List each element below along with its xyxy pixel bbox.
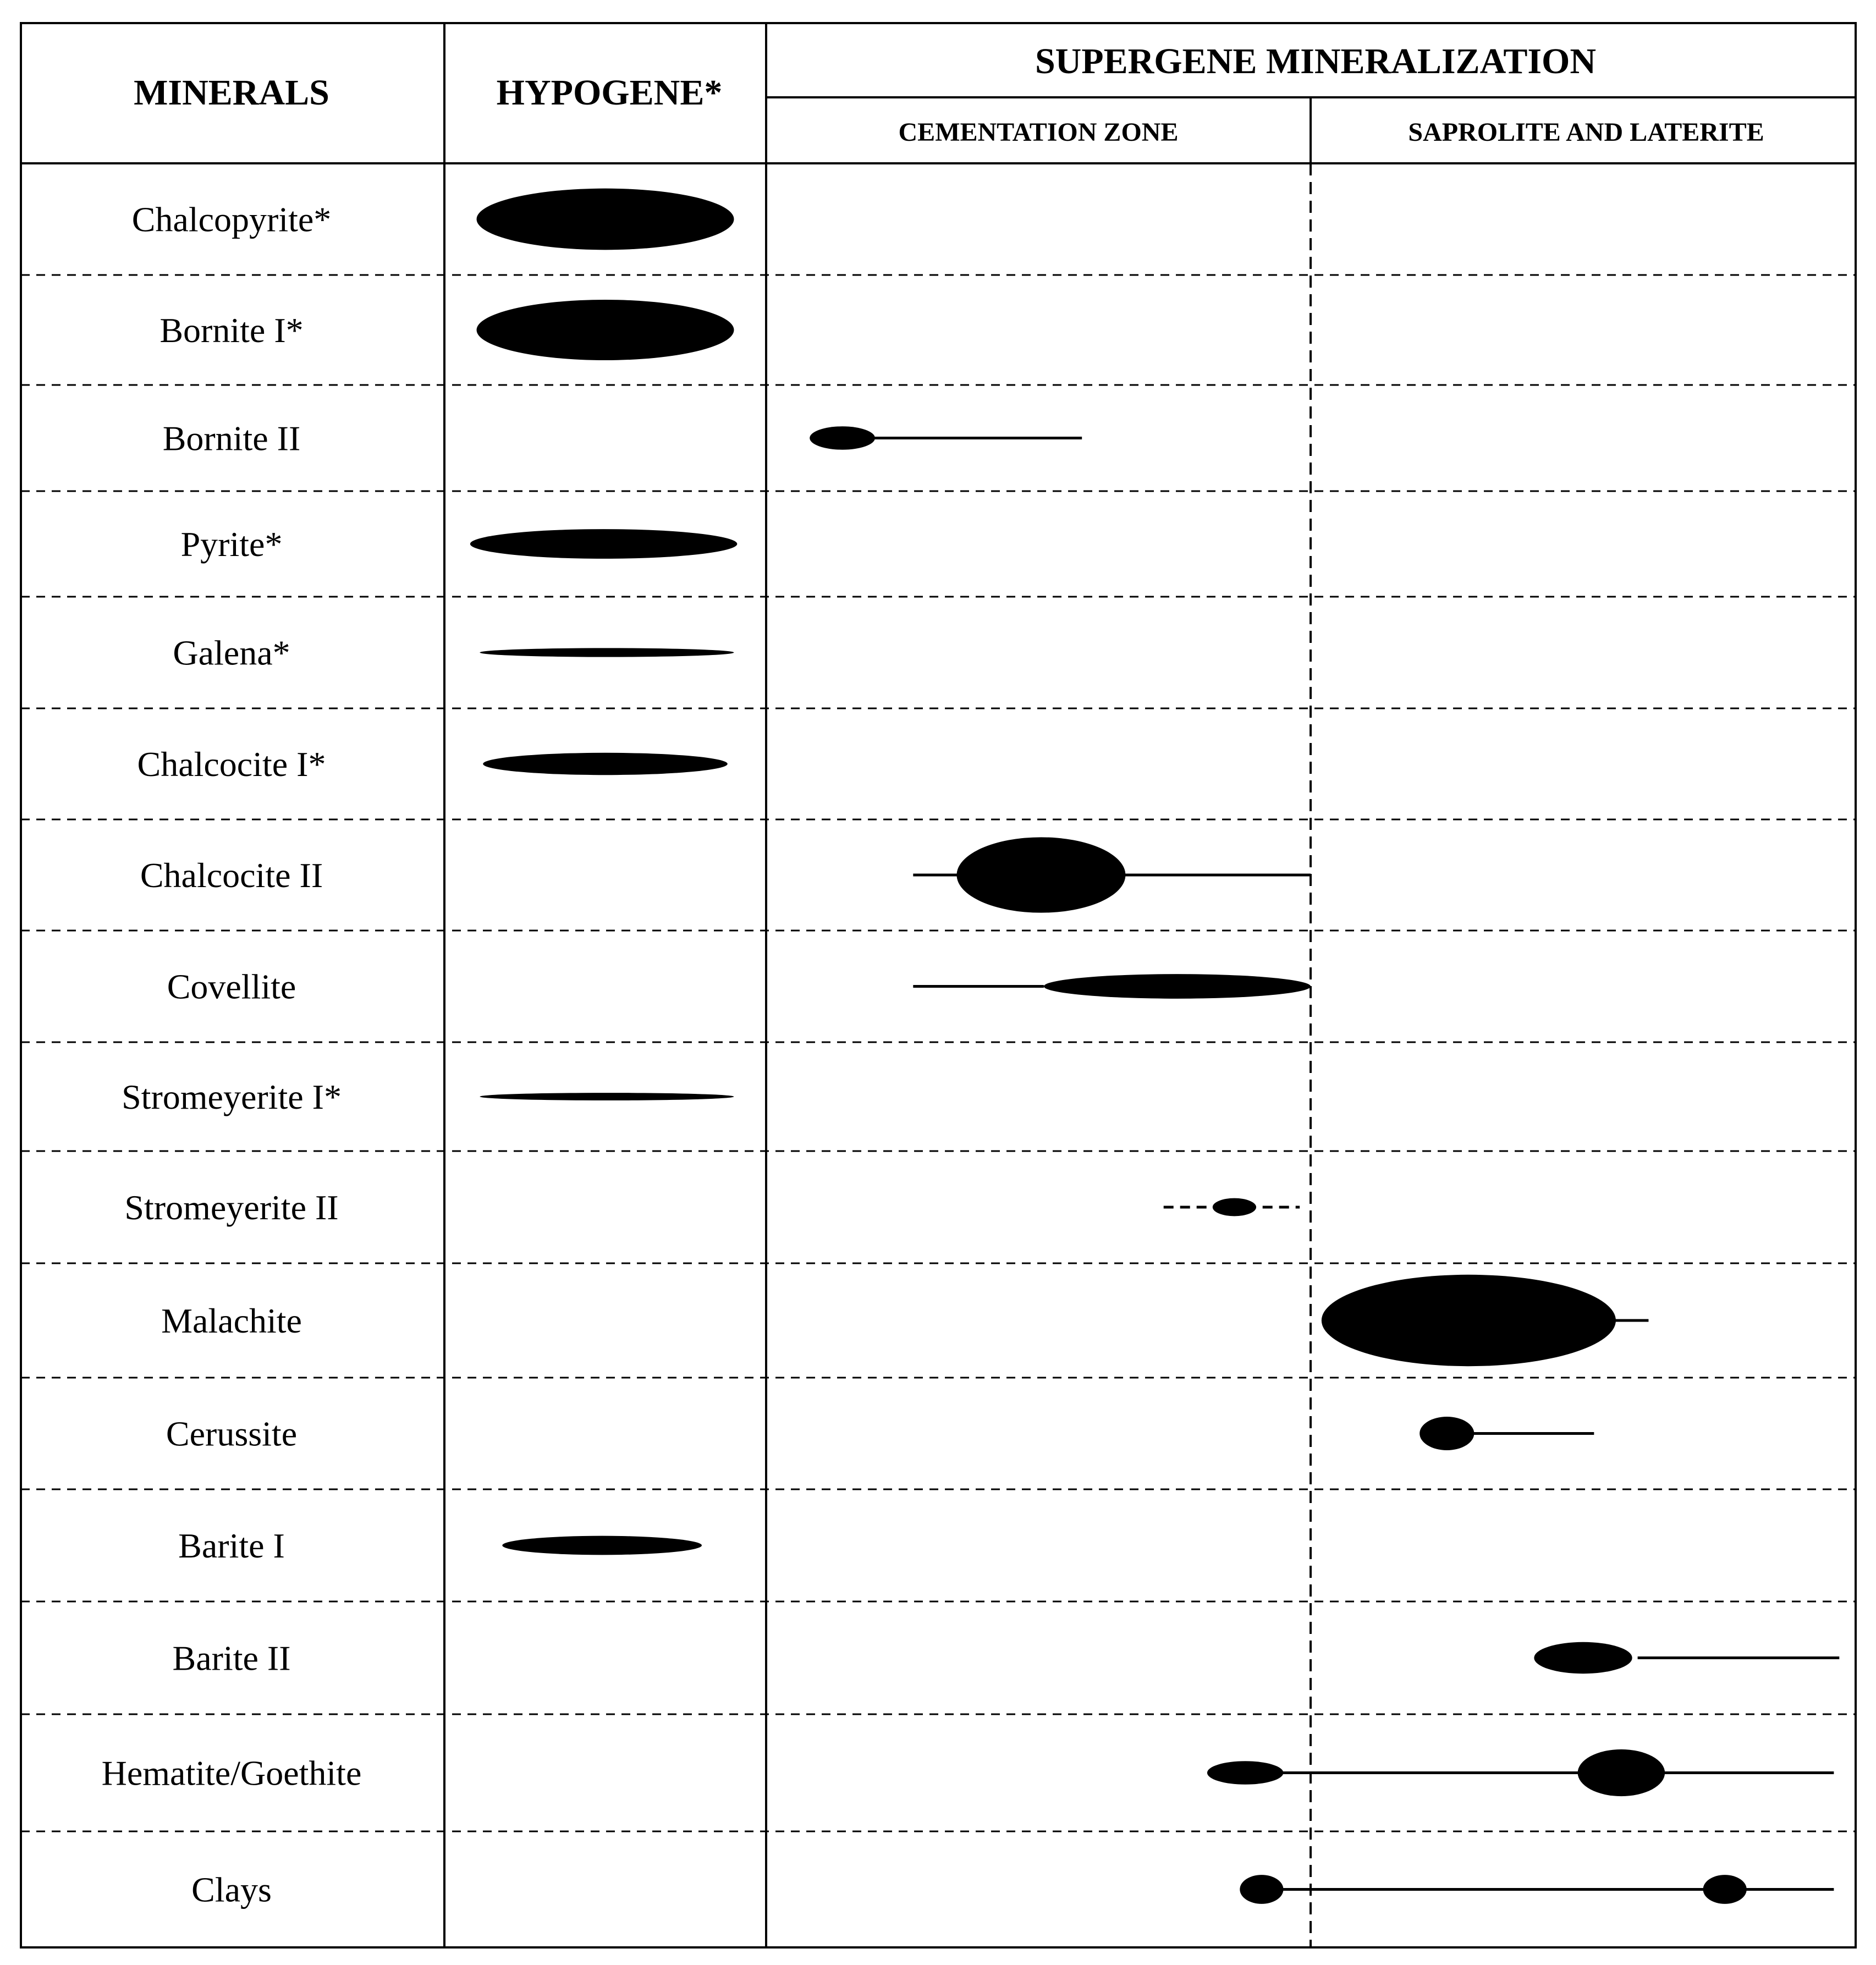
abundance-ellipse [1578, 1749, 1665, 1796]
mineral-name: Chalcocite II [140, 856, 323, 895]
abundance-ellipse [810, 426, 875, 449]
mineral-row [102, 1749, 1834, 1796]
mineral-row [132, 189, 734, 250]
abundance-ellipse [1420, 1417, 1474, 1450]
mineral-row [161, 1275, 1648, 1366]
mineral-row [191, 1870, 1834, 1909]
abundance-ellipse [477, 189, 734, 250]
mineral-name: Clays [191, 1870, 272, 1909]
mineral-row [140, 837, 1311, 912]
mineral-name: Malachite [161, 1301, 302, 1340]
mineral-row [173, 634, 734, 673]
abundance-ellipse [1534, 1642, 1632, 1674]
abundance-ellipse [477, 300, 734, 360]
mineral-name: Bornite I* [159, 311, 304, 350]
mineral-row [137, 745, 728, 784]
mineral-name: Covellite [167, 967, 296, 1006]
header-cementation-zone: CEMENTATION ZONE [898, 118, 1179, 147]
mineral-name: Stromeyerite II [124, 1188, 339, 1227]
mineral-row [178, 1526, 702, 1565]
mineral-row [159, 300, 734, 360]
abundance-ellipse [1240, 1875, 1283, 1904]
abundance-ellipse [1322, 1275, 1616, 1366]
abundance-ellipse [480, 648, 734, 657]
mineral-name: Bornite II [162, 419, 301, 458]
header-minerals: MINERALS [134, 73, 329, 113]
abundance-ellipse [1044, 974, 1311, 999]
abundance-ellipse [470, 529, 738, 559]
mineral-name: Barite II [172, 1638, 291, 1678]
abundance-ellipse [502, 1536, 702, 1555]
mineral-row [163, 419, 1082, 458]
header-hypogene: HYPOGENE* [496, 73, 723, 113]
abundance-ellipse [1703, 1875, 1747, 1904]
mineral-row [173, 1639, 1840, 1678]
mineral-row [167, 967, 1311, 1006]
mineral-name: Galena* [173, 633, 290, 673]
mineral-name: Barite I [178, 1526, 285, 1565]
mineral-name: Pyrite* [180, 525, 283, 564]
mineral-name: Hematite/Goethite [101, 1753, 362, 1793]
abundance-ellipse [1213, 1198, 1256, 1217]
abundance-ellipse [957, 837, 1126, 912]
abundance-ellipse [1207, 1761, 1284, 1785]
mineral-rows [102, 189, 1840, 1909]
mineral-name: Chalcopyrite* [131, 200, 332, 239]
mineral-row [181, 525, 738, 564]
mineral-name: Chalcocite I* [137, 745, 326, 784]
mineral-row [166, 1414, 1594, 1454]
header-saprolite-and-laterite: SAPROLITE AND LATERITE [1408, 118, 1764, 147]
mineral-row [124, 1188, 1300, 1227]
mineral-row [122, 1077, 734, 1116]
mineral-name: Cerussite [166, 1414, 298, 1454]
abundance-ellipse [480, 1093, 734, 1100]
mineral-name: Stromeyerite I* [122, 1077, 342, 1116]
header-supergene-mineralization: SUPERGENE MINERALIZATION [1035, 41, 1597, 81]
abundance-ellipse [483, 753, 728, 775]
